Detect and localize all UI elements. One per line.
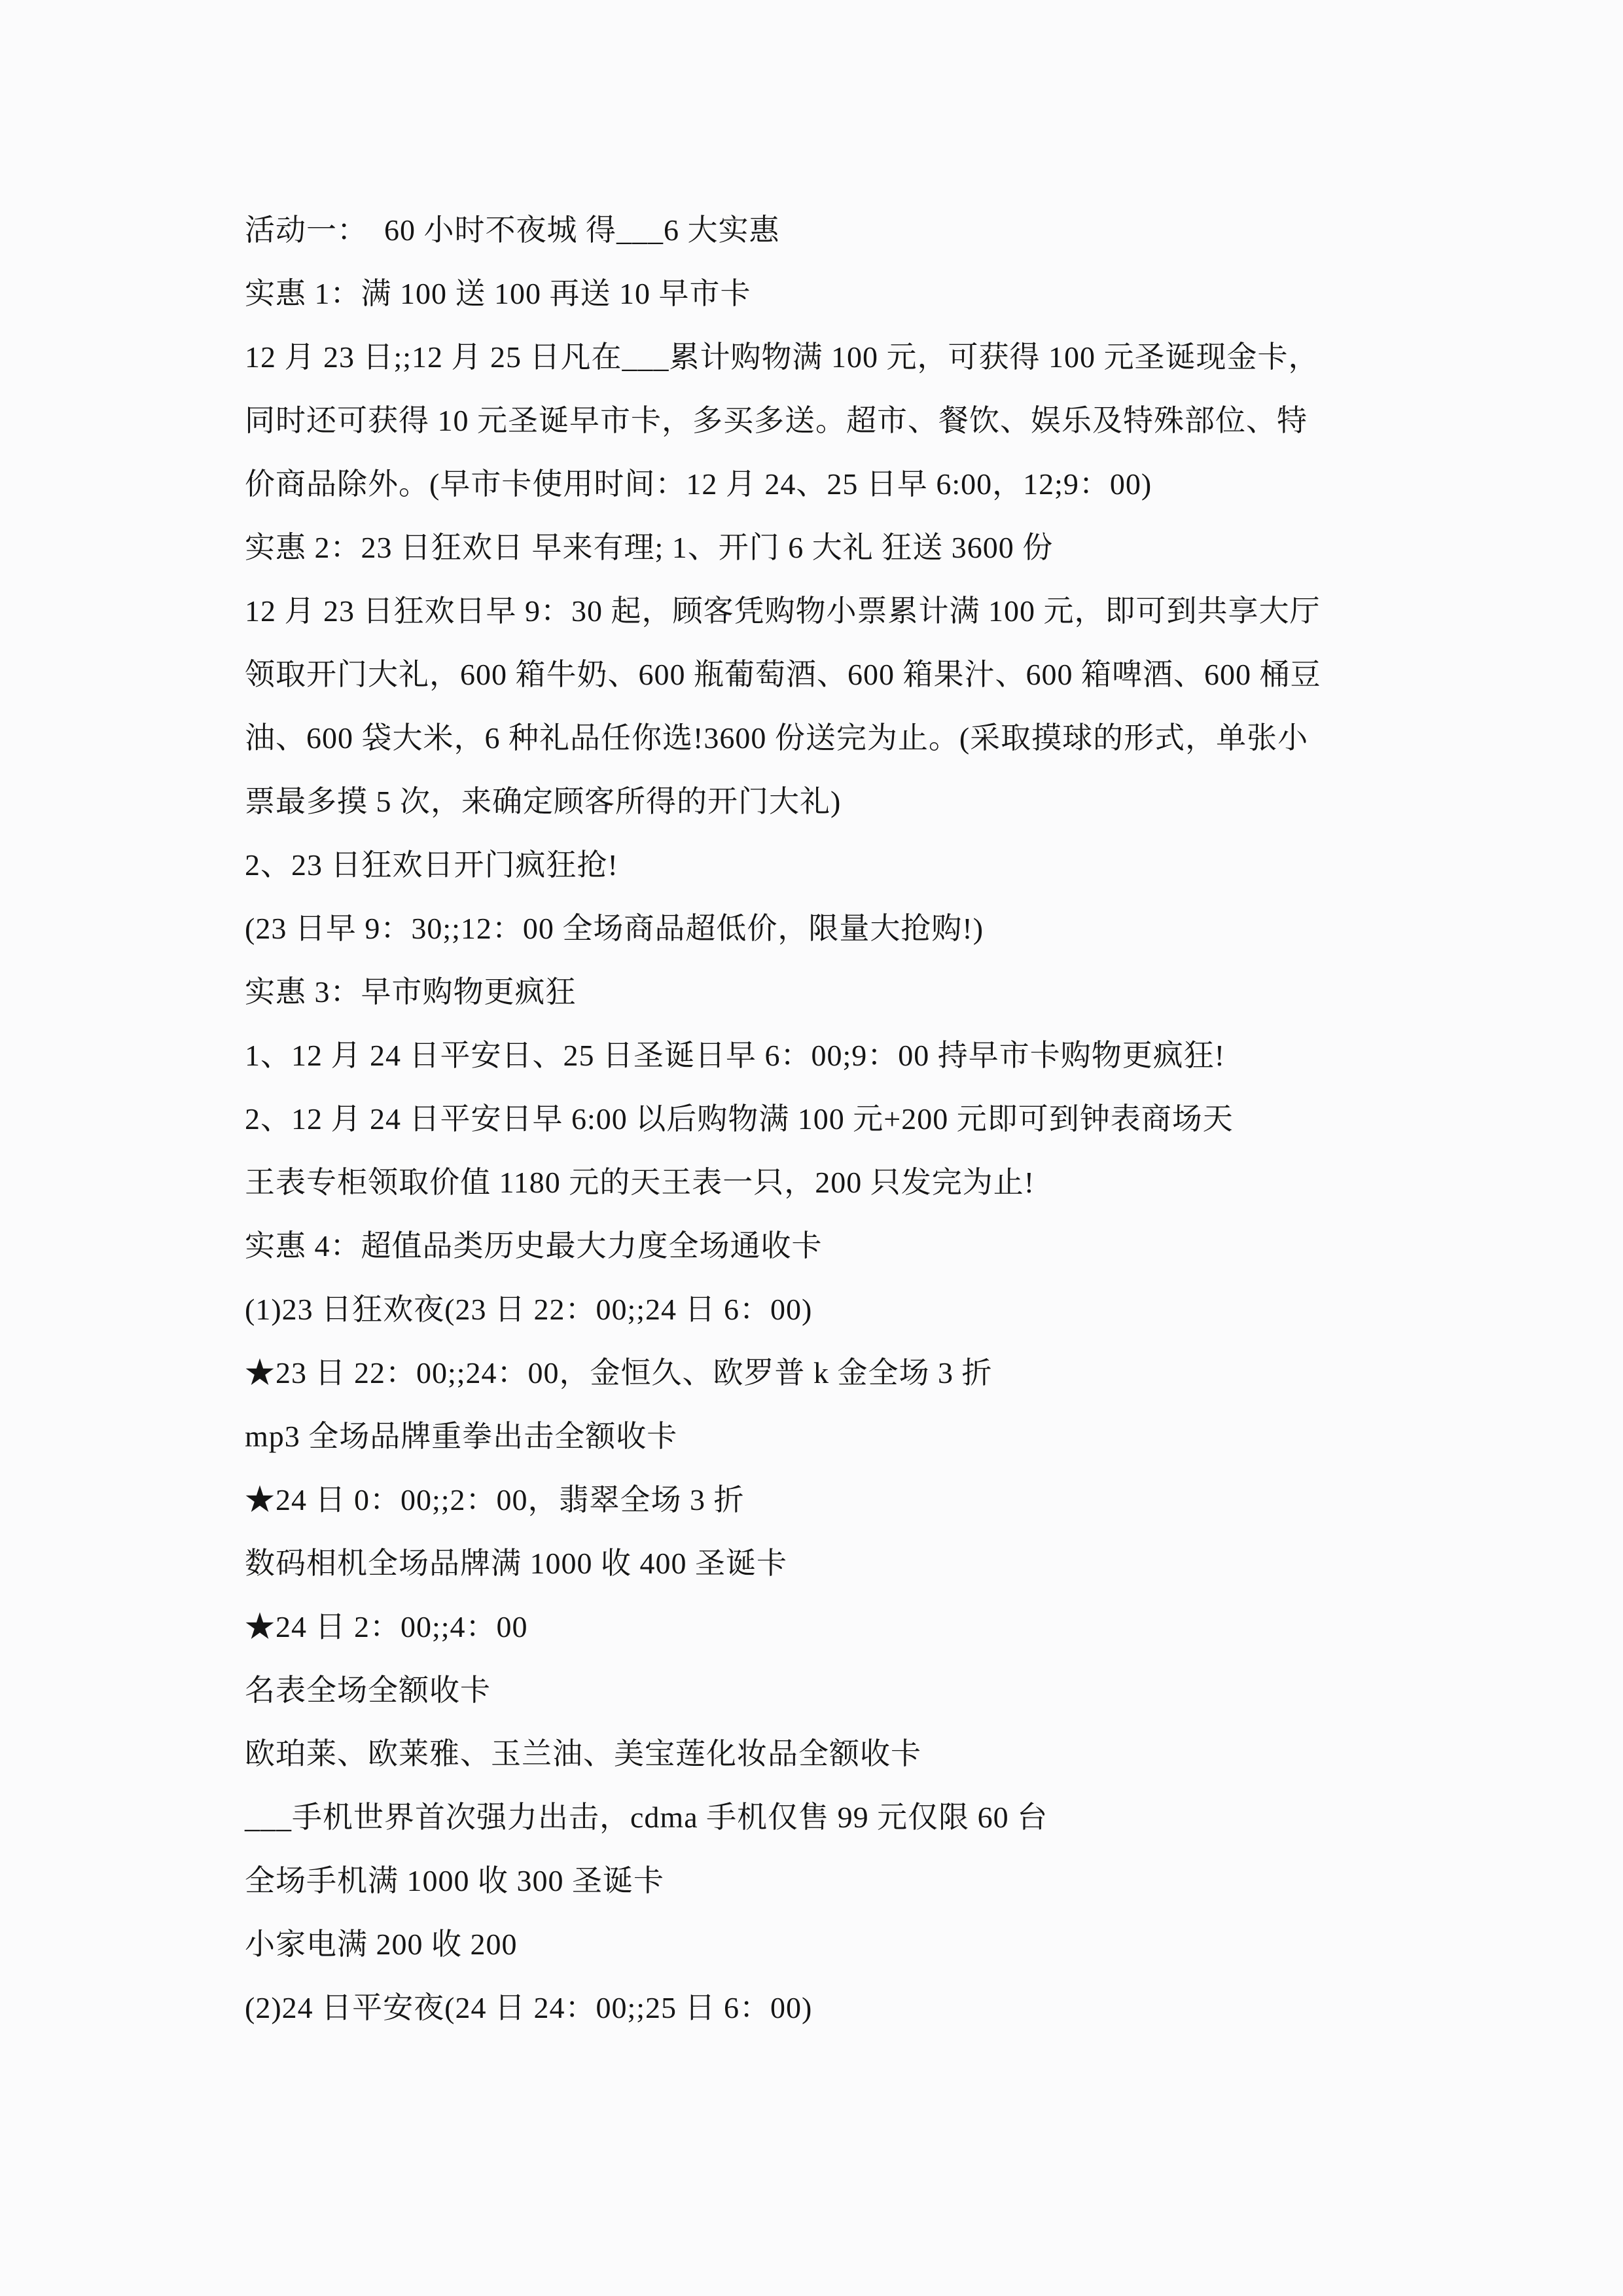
text-line: mp3 全场品牌重拳出击全额收卡 [245, 1420, 678, 1453]
text-line: (23 日早 9：30;;12：00 全场商品超低价，限量大抢购!) [245, 912, 984, 945]
text-line: 12 月 23 日狂欢日早 9：30 起，顾客凭购物小票累计满 100 元，即可到共享大厅 [245, 594, 1321, 628]
text-line: (2)24 日平安夜(24 日 24：00;;25 日 6：00) [245, 1991, 813, 2024]
document-body [245, 198, 1423, 2039]
text-line: 2、12 月 24 日平安日早 6:00 以后购物满 100 元+200 元即可到钟表商场天 [245, 1102, 1234, 1136]
text-line: 2、23 日狂欢日开门疯狂抢! [245, 848, 618, 882]
text-line: 活动一： 60 小时不夜城 得___6 大实惠 [245, 213, 780, 247]
text-line: 价商品除外。(早市卡使用时间：12 月 24、25 日早 6:00，12;9：00) [245, 467, 1152, 501]
text-line: 欧珀莱、欧莱雅、玉兰油、美宝莲化妆品全额收卡 [245, 1737, 921, 1770]
text-line: 票最多摸 5 次，来确定顾客所得的开门大礼) [245, 785, 842, 818]
text-line: 王表专柜领取价值 1180 元的天王表一只，200 只发完为止! [245, 1166, 1035, 1199]
text-line: 实惠 4：超值品类历史最大力度全场通收卡 [245, 1229, 823, 1263]
text-line: 油、600 袋大米，6 种礼品任你选!3600 份送完为止。(采取摸球的形式，单张小 [245, 721, 1309, 755]
text-line: (1)23 日狂欢夜(23 日 22：00;;24 日 6：00) [245, 1293, 813, 1326]
text-line: 领取开门大礼，600 箱牛奶、600 瓶葡萄酒、600 箱果汁、600 箱啤酒、600 桶豆 [245, 658, 1321, 691]
text-line: 实惠 2：23 日狂欢日 早来有理; 1、开门 6 大礼 狂送 3600 份 [245, 531, 1054, 564]
text-line: 名表全场全额收卡 [245, 1674, 491, 1707]
text-line: ★24 日 0：00;;2：00，翡翠全场 3 折 [245, 1483, 745, 1516]
text-line: ___手机世界首次强力出击，cdma 手机仅售 99 元仅限 60 台 [245, 1801, 1048, 1834]
text-line: 12 月 23 日;;12 月 25 日凡在___累计购物满 100 元，可获得 100 元圣诞现金卡， [245, 340, 1319, 374]
text-line: 同时还可获得 10 元圣诞早市卡，多买多送。超市、餐饮、娱乐及特殊部位、特 [245, 404, 1308, 437]
text-line: 1、12 月 24 日平安日、25 日圣诞日早 6：00;9：00 持早市卡购物更疯狂! [245, 1039, 1226, 1072]
text-line: ★23 日 22：00;;24：00，金恒久、欧罗普 k 金全场 3 折 [245, 1356, 993, 1390]
text-line: 数码相机全场品牌满 1000 收 400 圣诞卡 [245, 1547, 787, 1580]
text-line: 小家电满 200 收 200 [245, 1928, 518, 1961]
text-line: 实惠 3：早市购物更疯狂 [245, 975, 577, 1009]
text-line: 实惠 1：满 100 送 100 再送 10 早市卡 [245, 277, 751, 310]
text-line: 全场手机满 1000 收 300 圣诞卡 [245, 1864, 664, 1897]
text-line: ★24 日 2：00;;4：00 [245, 1610, 528, 1643]
